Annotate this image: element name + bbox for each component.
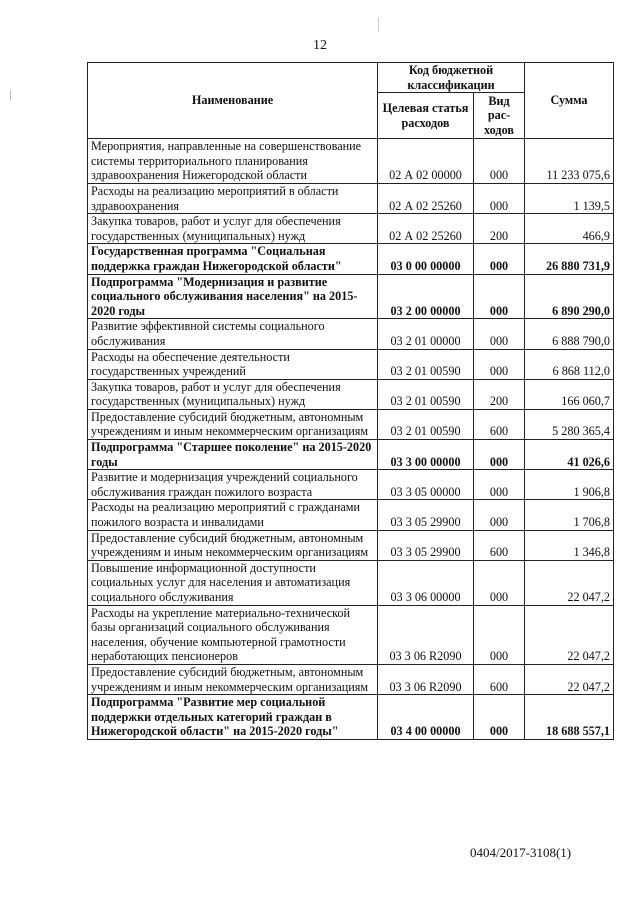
row-code: 03 2 00 00000: [378, 274, 474, 319]
row-name: Расходы на укрепление материально-технической базы организаций социального обслуживания населения, обучение компьютерной грамотности неработающих пенсионеров: [88, 605, 378, 664]
header-code-group: Код бюджетной классификации: [378, 63, 525, 93]
row-type: 600: [474, 530, 525, 560]
table-body: [88, 139, 614, 740]
row-type: 000: [474, 605, 525, 664]
row-sum: 18 688 557,1: [525, 695, 614, 740]
row-sum: 22 047,2: [525, 560, 614, 605]
row-code: 03 2 01 00590: [378, 349, 474, 379]
row-code: 03 3 05 29900: [378, 500, 474, 530]
row-type: 000: [474, 500, 525, 530]
row-name: Расходы на реализацию мероприятий в области здравоохранения: [88, 183, 378, 213]
row-sum: 1 346,8: [525, 530, 614, 560]
row-name: Подпрограмма "Модернизация и развитие социального обслуживания населения" на 2015-2020 годы: [88, 274, 378, 319]
row-name: Повышение информационной доступности социальных услуг для населения и автоматизация социального обслуживания: [88, 560, 378, 605]
page-number: 12: [313, 38, 327, 53]
row-sum: 41 026,6: [525, 440, 614, 470]
row-name: Расходы на обеспечение деятельности государственных учреждений: [88, 349, 378, 379]
row-name: Расходы на реализацию мероприятий с гражданами пожилого возраста и инвалидами: [88, 500, 378, 530]
row-sum: 26 880 731,9: [525, 244, 614, 274]
row-type: 000: [474, 440, 525, 470]
row-code: 03 3 06 00000: [378, 560, 474, 605]
row-code: 03 4 00 00000: [378, 695, 474, 740]
table-row: [88, 695, 614, 740]
scan-mark: [10, 90, 11, 100]
row-name: Развитие эффективной системы социального обслуживания: [88, 319, 378, 349]
header-name: Наименование: [88, 63, 378, 139]
table-row: [88, 470, 614, 500]
header-target-article: Целевая статья расходов: [378, 93, 474, 139]
row-name: Подпрограмма "Развитие мер социальной поддержки отдельных категорий граждан в Нижегородской области" на 2015-2020 годы": [88, 695, 378, 740]
row-type: 000: [474, 695, 525, 740]
table-row: [88, 664, 614, 694]
row-code: 03 3 00 00000: [378, 440, 474, 470]
table-row: [88, 379, 614, 409]
table-row: [88, 500, 614, 530]
row-name: Государственная программа "Социальная поддержка граждан Нижегородской области": [88, 244, 378, 274]
row-sum: 22 047,2: [525, 664, 614, 694]
row-code: 03 2 01 00590: [378, 379, 474, 409]
row-name: Мероприятия, направленные на совершенствование системы территориального планирования здравоохранения Нижегородской области: [88, 139, 378, 184]
row-code: 02 А 02 00000: [378, 139, 474, 184]
table-row: [88, 560, 614, 605]
budget-table: [87, 62, 614, 740]
table-row: [88, 349, 614, 379]
row-sum: 166 060,7: [525, 379, 614, 409]
row-type: 000: [474, 560, 525, 605]
row-type: 000: [474, 274, 525, 319]
row-code: 03 2 01 00590: [378, 409, 474, 439]
row-name: Закупка товаров, работ и услуг для обеспечения государственных (муниципальных) нужд: [88, 379, 378, 409]
row-sum: 6 868 112,0: [525, 349, 614, 379]
row-type: 000: [474, 183, 525, 213]
row-sum: 1 139,5: [525, 183, 614, 213]
table-row: [88, 409, 614, 439]
row-type: 200: [474, 214, 525, 244]
row-code: 03 3 06 R2090: [378, 664, 474, 694]
row-type: 000: [474, 349, 525, 379]
table-row: [88, 530, 614, 560]
table-row: [88, 139, 614, 184]
row-code: 02 А 02 25260: [378, 214, 474, 244]
document-number: 0404/2017-3108(1): [470, 845, 572, 860]
row-type: 600: [474, 409, 525, 439]
table-row: [88, 214, 614, 244]
row-type: 000: [474, 139, 525, 184]
row-code: 02 А 02 25260: [378, 183, 474, 213]
row-name: Предоставление субсидий бюджетным, автономным учреждениям и иным некоммерческим организациям: [88, 664, 378, 694]
row-name: Развитие и модернизация учреждений социального обслуживания граждан пожилого возраста: [88, 470, 378, 500]
table-row: [88, 440, 614, 470]
row-type: 000: [474, 244, 525, 274]
header-expense-type: Вид рас-ходов: [474, 93, 525, 139]
row-name: Закупка товаров, работ и услуг для обеспечения государственных (муниципальных) нужд: [88, 214, 378, 244]
row-sum: 1 906,8: [525, 470, 614, 500]
row-code: 03 0 00 00000: [378, 244, 474, 274]
row-type: 000: [474, 470, 525, 500]
row-sum: 1 706,8: [525, 500, 614, 530]
table-row: [88, 274, 614, 319]
row-code: 03 3 05 29900: [378, 530, 474, 560]
table-row: [88, 605, 614, 664]
row-type: 000: [474, 319, 525, 349]
row-sum: 22 047,2: [525, 605, 614, 664]
row-code: 03 3 05 00000: [378, 470, 474, 500]
row-code: 03 2 01 00000: [378, 319, 474, 349]
table-row: [88, 183, 614, 213]
table-row: [88, 319, 614, 349]
row-type: 600: [474, 664, 525, 694]
row-sum: 6 890 290,0: [525, 274, 614, 319]
header-sum: Сумма: [525, 63, 614, 139]
row-type: 200: [474, 379, 525, 409]
row-name: Предоставление субсидий бюджетным, автономным учреждениям и иным некоммерческим организациям: [88, 409, 378, 439]
table-row: [88, 244, 614, 274]
row-sum: 11 233 075,6: [525, 139, 614, 184]
row-code: 03 3 06 R2090: [378, 605, 474, 664]
scan-mark: [378, 18, 379, 32]
row-sum: 6 888 790,0: [525, 319, 614, 349]
row-name: Предоставление субсидий бюджетным, автономным учреждениям и иным некоммерческим организациям: [88, 530, 378, 560]
row-sum: 466,9: [525, 214, 614, 244]
row-name: Подпрограмма "Старшее поколение" на 2015-2020 годы: [88, 440, 378, 470]
row-sum: 5 280 365,4: [525, 409, 614, 439]
